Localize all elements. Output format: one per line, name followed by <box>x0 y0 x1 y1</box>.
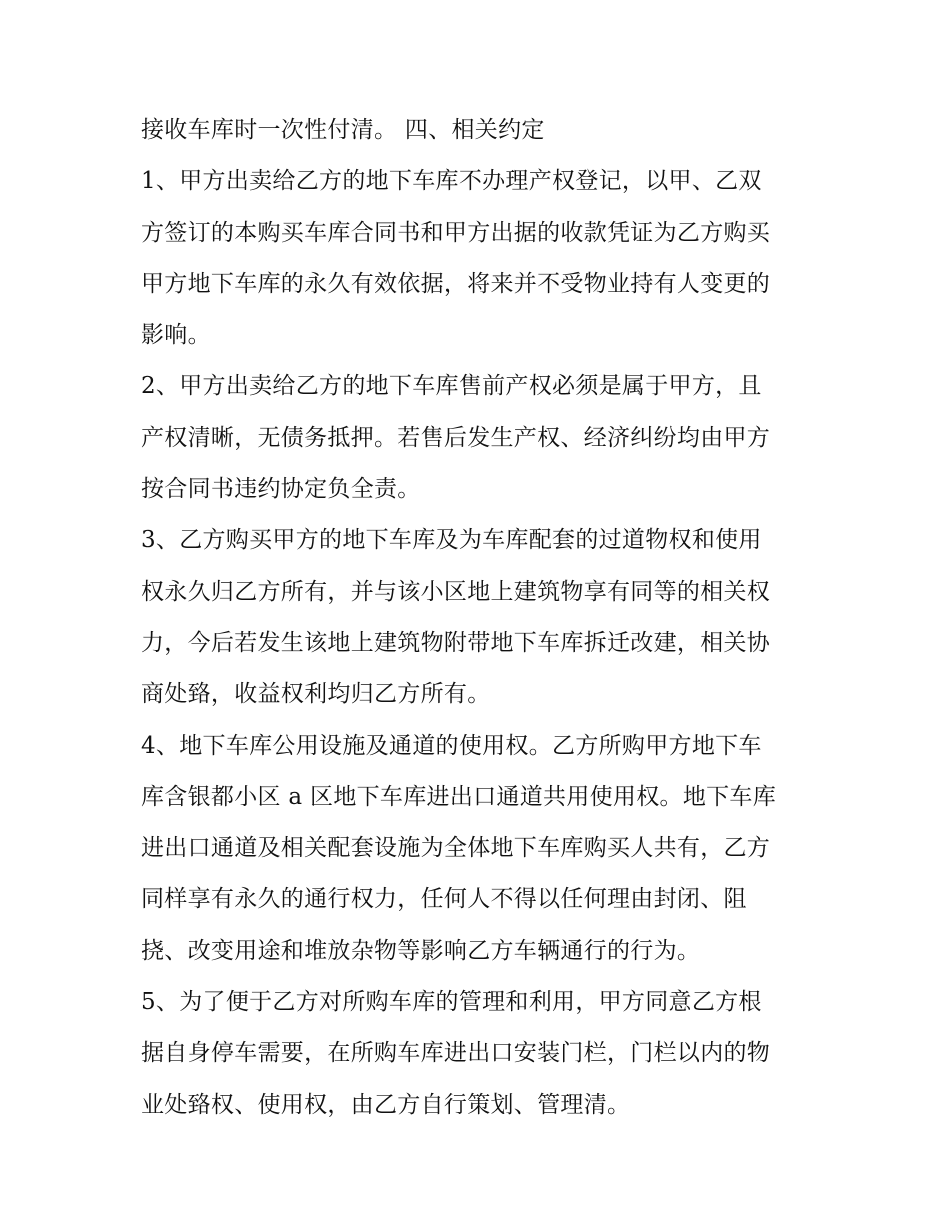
text-line-1: 接收车库时一次性付清。 四、相关约定 <box>141 117 545 143</box>
text-line-2: 1、甲方出卖给乙方的地下车库不办理产权登记，以甲、乙双 <box>141 168 762 195</box>
text-line-6: 2、甲方出卖给乙方的地下车库售前产权必须是属于甲方，且 <box>141 373 762 400</box>
text-line-14: 库含银都小区 a 区地下车库进出口通道共用使用权。地下车库 <box>141 783 777 810</box>
document-body <box>141 105 821 1131</box>
text-line-7: 产权清晰，无债务抵押。若售后发生产权、经济纠纷均由甲方 <box>141 424 771 451</box>
text-line-17: 挠、改变用途和堆放杂物等影响乙方车辆通行的行为。 <box>141 937 701 964</box>
text-line-5: 影响。 <box>141 322 211 349</box>
text-line-15: 进出口通道及相关配套设施为全体地下车库购买人共有，乙方 <box>141 835 771 862</box>
text-line-12: 商处臵，收益权利均归乙方所有。 <box>141 681 491 708</box>
text-line-9: 3、乙方购买甲方的地下车库及为车库配套的过道物权和使用 <box>141 527 762 554</box>
text-line-8: 按合同书违约协定负全责。 <box>141 476 421 503</box>
text-line-11: 力，今后若发生该地上建筑物附带地下车库拆迁改建，相关协 <box>141 629 771 656</box>
text-line-16: 同样享有永久的通行权力，任何人不得以任何理由封闭、阻 <box>141 886 747 913</box>
text-line-3: 方签订的本购买车库合同书和甲方出据的收款凭证为乙方购买 <box>141 219 771 246</box>
text-line-13: 4、地下车库公用设施及通道的使用权。乙方所购甲方地下车 <box>141 732 762 759</box>
text-line-20: 业处臵权、使用权，由乙方自行策划、管理清。 <box>141 1091 631 1118</box>
text-line-10: 权永久归乙方所有，并与该小区地上建筑物享有同等的相关权 <box>141 578 771 605</box>
text-line-18: 5、为了便于乙方对所购车库的管理和利用，甲方同意乙方根 <box>141 989 762 1016</box>
text-line-4: 甲方地下车库的永久有效依据，将来并不受物业持有人变更的 <box>141 270 771 297</box>
text-line-19: 据自身停车需要，在所购车库进出口安装门栏，门栏以内的物 <box>141 1040 771 1067</box>
